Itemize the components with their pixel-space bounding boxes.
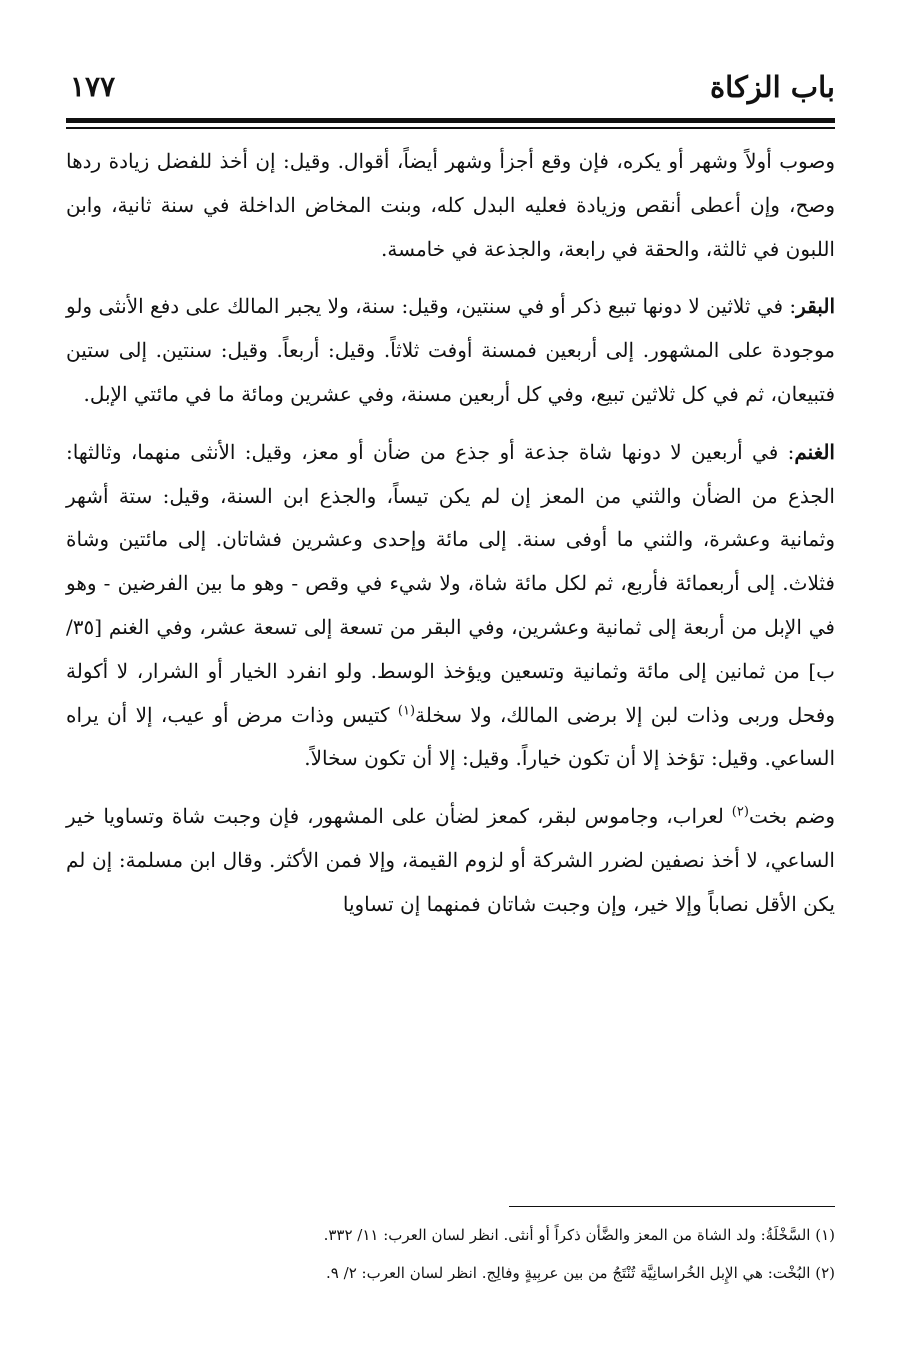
header-rule-thick bbox=[66, 118, 835, 123]
footnotes bbox=[66, 1216, 835, 1292]
sheep-text-a: : في أربعين لا دونها شاة جذعة أو جذع من ضأن أو معز، وقيل: الأنثى منهما، وثالثها: الجذع من الضأن والثني من المعز إن لم يكن تيساً، والجذع ابن السنة، وقيل: ستة أشهر وثمانية وعشرة، والثني ما أوفى سنة. إلى مائة وإحدى وعشرين فشاتان. إلى مائتين وشاة فثلاث. إلى أربعمائة فأربع، ثم لكل مائة شاة، ولا شيء في وقص - وهو ما بين الفرضين - وهو في الإبل من أربعة إلى ثمانية وعشرين، وفي البقر من تسعة إلى تسعة عشر، وفي الغنم [٣٥/ ب] من ثمانين إلى مائة وثمانية وتسعين ويؤخذ الوسط. ولو انفرد الخيار أو الشرار، لا أكولة وفحل وربى وذات لبن إلا برضى المالك، ولا سخلة bbox=[66, 439, 835, 727]
cattle-text: : في ثلاثين لا دونها تبيع ذكر أو في سنتين، وقيل: سنة، ولا يجبر المالك على دفع الأنثى ولو موجودة على المشهور. إلى أربعين فمسنة أوفت ثلاثاً. وقيل: أربعاً. وقيل: سنتين. إلى ستين فتبيعان، ثم في كل ثلاثين تبيع، وفي كل أربعين مسنة، وفي عشرين ومائة ما في مائتي الإبل. bbox=[66, 294, 835, 406]
footnote-1: (١) السَّخْلَةُ: ولد الشاة من المعز والضَّأن ذكراً أو أنثى. انظر لسان العرب: ١١/ ٣٣٢. bbox=[323, 1226, 835, 1244]
header-rule-thin bbox=[66, 127, 835, 129]
footnote-ref-2[interactable]: (٢) bbox=[731, 804, 749, 820]
footnote-separator bbox=[509, 1206, 835, 1207]
footnote-ref-1[interactable]: (١) bbox=[397, 702, 416, 718]
main-text bbox=[66, 140, 835, 941]
chapter-title: باب الزكاة bbox=[709, 70, 835, 104]
combining-text-a: وضم بخت bbox=[748, 804, 835, 829]
footnote-2: (٢) البُخْت: هي الإِبل الخُراسانِيَّة تُنْتَجُ من بين عربِيةٍ وفالِج. انظر لسان العرب: ٢/ ٩. bbox=[326, 1264, 835, 1282]
running-header bbox=[66, 64, 835, 112]
cattle-term: البقر bbox=[796, 294, 835, 319]
paragraph-1-text: وصوب أولاً وشهر أو يكره، فإن وقع أجزأ وشهر أيضاً، أقوال. وقيل: إن أخذ للفضل زيادة ردها وصح، وإن أعطى أنقص وزيادة فعليه البدل كله، وبنت المخاض الداخلة في سنة ثانية، وابن اللبون في ثالثة، والحقة في رابعة، والجذعة في خامسة. bbox=[66, 149, 835, 261]
paragraph-combining bbox=[66, 795, 835, 926]
sheep-text-b: كتيس وذات مرض أو عيب، إلا أن يراه الساعي. وقيل: تؤخذ إلا أن تكون خياراً. وقيل: إلا أن تكون سخالاً. bbox=[66, 702, 835, 771]
sheep-term: الغنم bbox=[794, 439, 835, 464]
combining-text-b: لعراب، وجاموس لبقر، كمعز لضأن على المشهور، فإن وجبت شاة وتساويا خير الساعي، لا أخذ نصفين لضرر الشركة أو لزوم القيمة، وإلا فمن الأكثر. وقال ابن مسلمة: إن لم يكن الأقل نصاباً وإلا خير، وإن وجبت شاتان فمنهما إن تساويا bbox=[66, 804, 835, 916]
paragraph-cattle bbox=[66, 285, 835, 416]
paragraph-sheep bbox=[66, 431, 835, 781]
paragraph-1 bbox=[66, 140, 835, 271]
page-number: ١٧٧ bbox=[70, 70, 116, 103]
